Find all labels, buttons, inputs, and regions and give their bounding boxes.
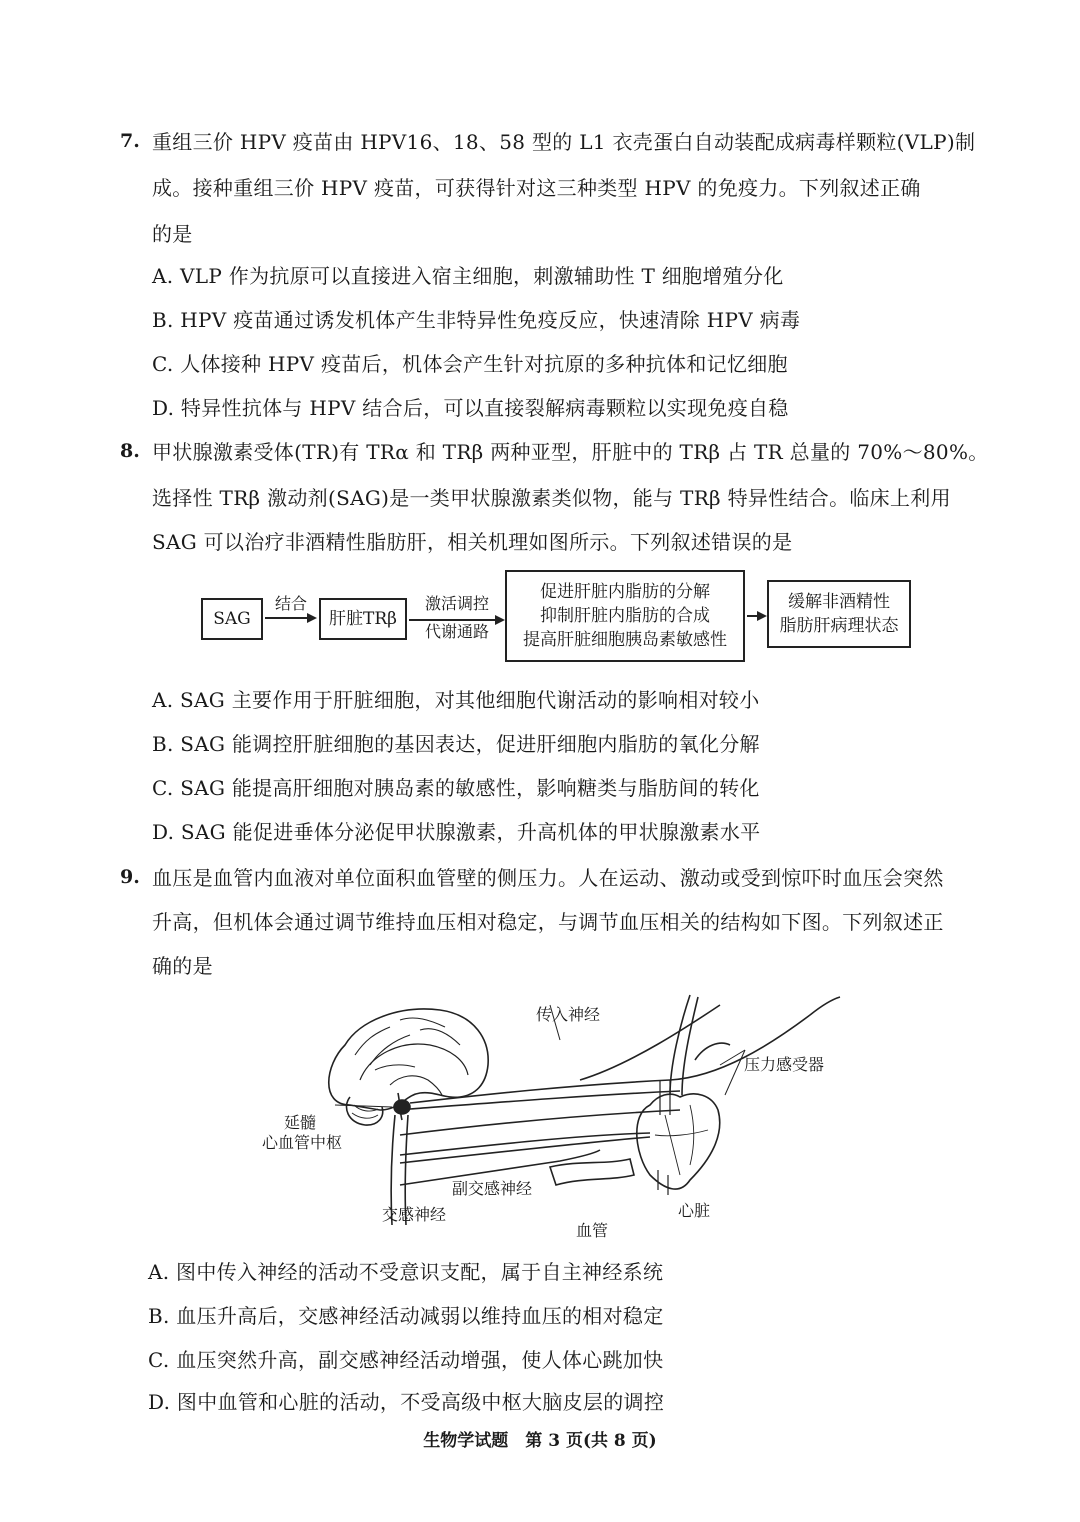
question-7-stem-line-2: 成。接种重组三价 HPV 疫苗，可获得针对这三种类型 HPV 的免疫力。下列叙述正确 xyxy=(152,176,921,200)
flow-box-liver-trb-text: 肝脏TRβ xyxy=(329,609,397,629)
question-8-option-d: D. SAG 能促进垂体分泌促甲状腺激素，升高机体的甲状腺激素水平 xyxy=(152,820,761,844)
flow-arrow-3 xyxy=(745,608,769,624)
flow-box-effects xyxy=(505,570,745,662)
question-7-option-c: C. 人体接种 HPV 疫苗后，机体会产生针对抗原的多种抗体和记忆细胞 xyxy=(152,352,788,376)
flow-effect-line-1: 促进肝脏内脂肪的分解 xyxy=(540,582,710,602)
flow-box-sag-text: SAG xyxy=(213,609,251,629)
question-7-option-a: A. VLP 作为抗原可以直接进入宿主细胞，刺激辅助性 T 细胞增殖分化 xyxy=(152,264,784,288)
question-9-option-a: A. 图中传入神经的活动不受意识支配，属于自主神经系统 xyxy=(148,1260,664,1284)
question-8-stem-line-3: SAG 可以治疗非酒精性脂肪肝，相关机理如图所示。下列叙述错误的是 xyxy=(152,530,793,554)
question-8-option-b: B. SAG 能调控肝脏细胞的基因表达，促进肝细胞内脂肪的氧化分解 xyxy=(152,732,760,756)
label-parasympathetic: 副交感神经 xyxy=(452,1179,533,1198)
blood-vessel xyxy=(550,1159,634,1185)
label-baroreceptor: 压力感受器 xyxy=(744,1055,825,1074)
label-heart: 心脏 xyxy=(678,1201,711,1220)
heart-outline xyxy=(637,1094,720,1189)
flow-arrow-1-label: 结合 xyxy=(274,594,307,613)
flow-arrow-2-label-1: 激活调控 xyxy=(424,594,489,613)
flow-arrow-1 xyxy=(263,610,319,626)
flow-effect-line-3: 提高肝脏细胞胰岛素敏感性 xyxy=(523,630,727,650)
question-7-option-d: D. 特异性抗体与 HPV 结合后，可以直接裂解病毒颗粒以实现免疫自稳 xyxy=(152,396,789,420)
question-9-stem-line-3: 确的是 xyxy=(152,954,213,978)
question-8-stem-line-1: 甲状腺激素受体(TR)有 TRα 和 TRβ 两种亚型，肝脏中的 TRβ 占 TR 总量的 70%～80%。 xyxy=(152,440,989,464)
question-7-stem-line-3: 的是 xyxy=(152,222,193,246)
label-blood-vessel: 血管 xyxy=(576,1221,609,1240)
page-footer: 生物学试题 第 3 页(共 8 页) xyxy=(423,1431,657,1451)
question-7-stem-line-1: 重组三价 HPV 疫苗由 HPV16、18、58 型的 L1 衣壳蛋白自动装配成病毒样颗粒(VLP)制 xyxy=(152,130,976,154)
label-afferent-nerve: 传入神经 xyxy=(536,1005,601,1024)
question-9-number: 9. xyxy=(120,866,140,888)
question-8-option-a: A. SAG 主要作用于肝脏细胞，对其他细胞代谢活动的影响相对较小 xyxy=(152,688,760,712)
label-sympathetic: 交感神经 xyxy=(382,1205,447,1224)
flow-box-outcome xyxy=(767,580,911,648)
flow-arrow-2-label-2: 代谢通路 xyxy=(424,622,489,641)
question-8-stem-line-2: 选择性 TRβ 激动剂(SAG)是一类甲状腺激素类似物，能与 TRβ 特异性结合。临床上利用 xyxy=(152,486,951,510)
question-9-option-c: C. 血压突然升高，副交感神经活动增强，使人体心跳加快 xyxy=(148,1348,664,1372)
question-8-option-c: C. SAG 能提高肝细胞对胰岛素的敏感性，影响糖类与脂肪间的转化 xyxy=(152,776,760,800)
medulla-center xyxy=(394,1100,410,1114)
flow-outcome-line-1: 缓解非酒精性 xyxy=(788,592,890,612)
label-medulla: 延髓 xyxy=(284,1113,317,1132)
question-9-option-d: D. 图中血管和心脏的活动，不受高级中枢大脑皮层的调控 xyxy=(148,1390,665,1414)
question-8-number: 8. xyxy=(120,440,140,462)
label-cardiovascular-center: 心血管中枢 xyxy=(262,1133,343,1152)
question-7-number: 7. xyxy=(120,130,140,152)
question-9-stem-line-2: 升高，但机体会通过调节维持血压相对稳定，与调节血压相关的结构如下图。下列叙述正 xyxy=(152,910,944,934)
flow-effect-line-2: 抑制肝脏内脂肪的合成 xyxy=(540,606,710,626)
flow-outcome-line-2: 脂肪肝病理状态 xyxy=(779,616,899,636)
question-7-option-b: B. HPV 疫苗通过诱发机体产生非特异性免疫反应，快速清除 HPV 病毒 xyxy=(152,308,801,332)
brain-outline xyxy=(329,1009,488,1110)
flow-box-sag xyxy=(201,598,263,640)
question-9-stem-line-1: 血压是血管内血液对单位面积血管壁的侧压力。人在运动、激动或受到惊吓时血压会突然 xyxy=(152,866,944,890)
question-9-option-b: B. 血压升高后，交感神经活动减弱以维持血压的相对稳定 xyxy=(148,1304,664,1328)
flow-box-liver-trb xyxy=(319,598,407,640)
